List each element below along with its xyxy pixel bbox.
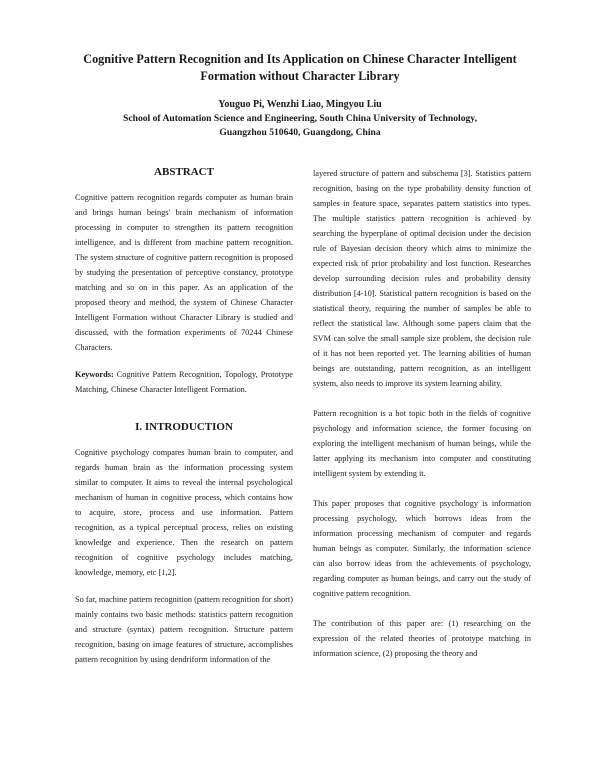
intro-paragraph-2: So far, machine pattern recognition (pattern recognition for short) mainly contains two basic methods: statistics pattern recognition and structure (syntax) pattern recognition. Structure pattern recognition, basing on image features of structure, accomplishes pattern recognition by using dendriform information of the	[75, 595, 293, 664]
keywords-paragraph	[75, 367, 293, 397]
right-paragraph-3: This paper proposes that cognitive psychology is information processing psychology, which borrows ideas from the information processing mechanism of computer and regards human beings as computer. Similarly, the information science can also borrow ideas from the achievements of psychology, regarding computer as human beings, and carry out the study of cognitive pattern recognition.	[313, 499, 531, 598]
right-paragraph-2: Pattern recognition is a hot topic both in the fields of cognitive psychology and information science, the former focusing on exploring the intelligent mechanism of human beings, while the latter applying its mechanism into computer and constituting intelligent system by extending it.	[313, 409, 531, 478]
affiliation-line-2: Guangzhou 510640, Guangdong, China	[219, 127, 381, 138]
right-paragraph-1: layered structure of pattern and subschema [3]. Statistics pattern recognition, basing on the type probability density function of samples in feature space, separates pattern statistics into types. The multiple statistics pattern recognition is achieved by searching the hyperplane of optimal decision under the decision rule of Bayesian decision theory which aims to minimize the expected risk of prior probability and lost function. Researches develop surrounding decision rules and probability density distribution [4-10]. Statistical pattern recognition is based on the statistical theory, requiring the number of samples be able to reflect the statistical law. Although some papers claim that the SVM can solve the small sample size problem, the decision rule of it has not been reported yet. The learning abilities of human beings are outstanding, pattern recognition, as an intelligent system, also needs to improve its system learning ability.	[313, 169, 531, 388]
abstract-text: Cognitive pattern recognition regards computer as human brain and brings human beings' brain mechanism of information processing in computer to strengthen its pattern recognition intelligence, and is different from machine pattern recognition. The system structure of cognitive pattern recognition is proposed by studying the presentation of perceptive constancy, prototype matching and so on in this paper. As an application of the proposed theory and method, the system of Chinese Character Intelligent Formation without Character Library is studied and discussed, with the formation experiments of 70244 Chinese Characters.	[75, 193, 293, 352]
left-column	[75, 166, 293, 667]
right-paragraph-4: The contribution of this paper are: (1) researching on the expression of the related theories of prototype matching in information science, (2) proposing the theory and	[313, 619, 531, 658]
abstract-heading: ABSTRACT	[154, 166, 214, 178]
paper-authors: Youguo Pi, Wenzhi Liao, Mingyou Liu	[218, 99, 382, 110]
keywords-text: Cognitive Pattern Recognition, Topology, Prototype Matching, Chinese Character Intelligent Formation.	[75, 370, 293, 394]
introduction-heading: I. INTRODUCTION	[135, 421, 233, 433]
right-column	[313, 166, 531, 661]
keywords-label: Keywords:	[75, 370, 114, 379]
paper-title: Cognitive Pattern Recognition and Its Application on Chinese Character Intelligent Formation without Character Library	[83, 52, 517, 83]
intro-paragraph-1: Cognitive psychology compares human brain to computer, and regards human brain as the information processing system similar to computer. It aims to reveal the internal psychological mechanism of human in cognitive process, which contains how to acquire, store, process and use information. Pattern recognition, as a typical perceptual process, relies on existing knowledge and experience. Then the research on pattern recognition of cognitive psychology includes matching, knowledge, memory, etc [1,2].	[75, 448, 293, 577]
paper-affiliation	[60, 112, 540, 140]
affiliation-line-1: School of Automation Science and Engineering, South China University of Technology,	[123, 113, 477, 124]
